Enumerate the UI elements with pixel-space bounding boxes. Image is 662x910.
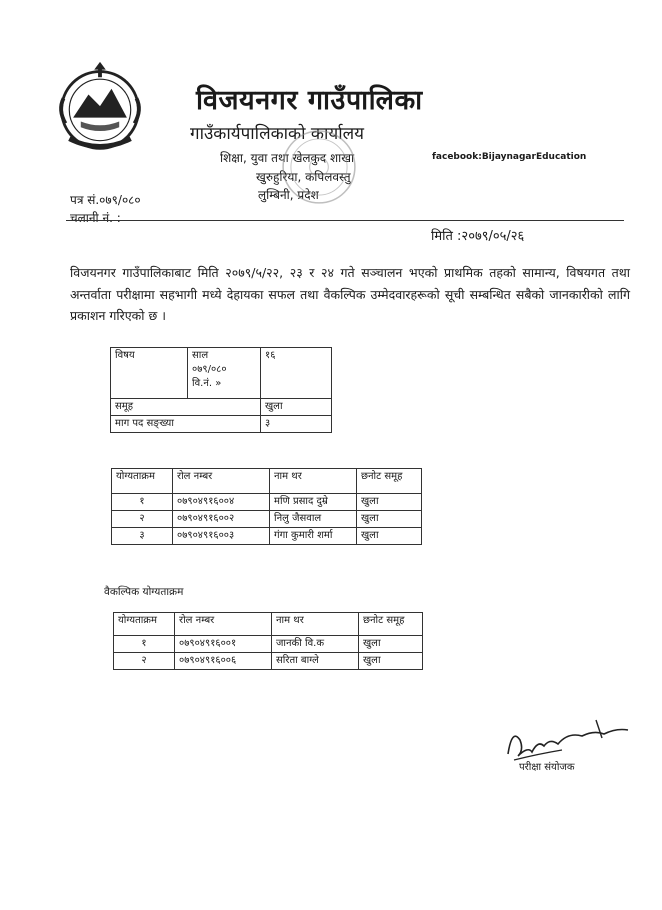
signature-icon — [498, 710, 638, 766]
vig-label: वि.नं. » — [192, 378, 222, 389]
table-header-row — [114, 613, 423, 636]
exam-info-table — [110, 347, 332, 433]
year-label: साल — [192, 350, 209, 361]
name-cell: गंगा कुमारी शर्मा — [270, 528, 357, 545]
roll-cell: ०७९०४९१६००१ — [175, 636, 272, 653]
year-value: ०७९/०८० — [192, 364, 227, 375]
signature-designation: परीक्षा संयोजक — [519, 762, 575, 773]
name-cell: मणि प्रसाद दुम्रे — [270, 494, 357, 511]
table-row — [112, 494, 422, 511]
letter-date: मिति :२०७९/०५/२६ — [431, 229, 525, 244]
chalani-number: चलानी नं. : — [70, 211, 121, 225]
rank-cell: २ — [114, 653, 175, 670]
table-header-row — [112, 469, 422, 494]
name-cell: निलु जैसवाल — [270, 511, 357, 528]
alternate-list-title: वैकल्पिक योग्यताक्रम — [104, 586, 184, 598]
header-divider — [66, 220, 624, 221]
year-cell — [188, 348, 261, 399]
roll-cell: ०७९०४९१६००४ — [173, 494, 270, 511]
branch-name: शिक्षा, युवा तथा खेलकुद शाखा — [220, 151, 355, 165]
header-roll: रोल नम्बर — [175, 613, 272, 636]
group-label: समूह — [111, 399, 261, 416]
posts-label: माग पद सङ्ख्या — [111, 416, 261, 433]
posts-value: ३ — [261, 416, 332, 433]
merit-list-table — [111, 468, 422, 545]
patra-number: पत्र सं.०७९/०८० — [70, 193, 141, 207]
header-name: नाम थर — [270, 469, 357, 494]
table-row — [112, 511, 422, 528]
facebook-handle: facebook:BijaynagarEducation — [432, 152, 587, 162]
name-cell: जानकी वि.क — [272, 636, 359, 653]
rank-cell: २ — [112, 511, 173, 528]
table-row — [112, 528, 422, 545]
office-location: खुरुहुरिया, कपिलवस्तु — [256, 170, 351, 184]
subject-label: विषय — [111, 348, 188, 399]
notice-body: विजयनगर गाउँपालिकाबाट मिति २०७९/५/२२, २३ र २४ गते सञ्चालन भएको प्राथमिक तहको सामान्य, विषयगत तथा अन्तर्वाता परीक्षामा सहभागी मध्ये देहायका सफल तथा वैकल्पिक उम्मेदवारहरूको सूची सम्बन्धित सबैको जानकारीको लागि प्रकाशन गरिएको छ । — [70, 265, 630, 323]
office-province: लुम्बिनी, प्रदेश — [258, 188, 319, 202]
header-rank: योग्यताक्रम — [114, 613, 175, 636]
header-group: छनोट समूह — [357, 469, 422, 494]
header-name: नाम थर — [272, 613, 359, 636]
header-rank: योग्यताक्रम — [112, 469, 173, 494]
group-cell: खुला — [359, 653, 423, 670]
group-cell: खुला — [357, 528, 422, 545]
rank-cell: १ — [112, 494, 173, 511]
office-title: गाउँकार्यपालिकाको कार्यालय — [190, 124, 365, 144]
group-cell: खुला — [357, 494, 422, 511]
municipality-title: विजयनगर गाउँपालिका — [196, 85, 423, 116]
table-row — [114, 636, 423, 653]
nepal-emblem-icon — [52, 60, 148, 156]
rank-cell: ३ — [112, 528, 173, 545]
table-row — [111, 416, 332, 433]
office-stamp-icon — [280, 128, 358, 206]
group-cell: खुला — [357, 511, 422, 528]
group-cell: खुला — [359, 636, 423, 653]
alternate-list-table — [113, 612, 423, 670]
roll-cell: ०७९०४९१६००३ — [173, 528, 270, 545]
roll-cell: ०७९०४९१६००६ — [175, 653, 272, 670]
header-roll: रोल नम्बर — [173, 469, 270, 494]
table-row — [111, 399, 332, 416]
roll-cell: ०७९०४९१६००२ — [173, 511, 270, 528]
table-row — [114, 653, 423, 670]
table-row — [111, 348, 332, 399]
name-cell: सरिता बाग्ले — [272, 653, 359, 670]
rank-cell: १ — [114, 636, 175, 653]
subject-value: १६ — [261, 348, 332, 399]
group-value: खुला — [261, 399, 332, 416]
header-group: छनोट समूह — [359, 613, 423, 636]
